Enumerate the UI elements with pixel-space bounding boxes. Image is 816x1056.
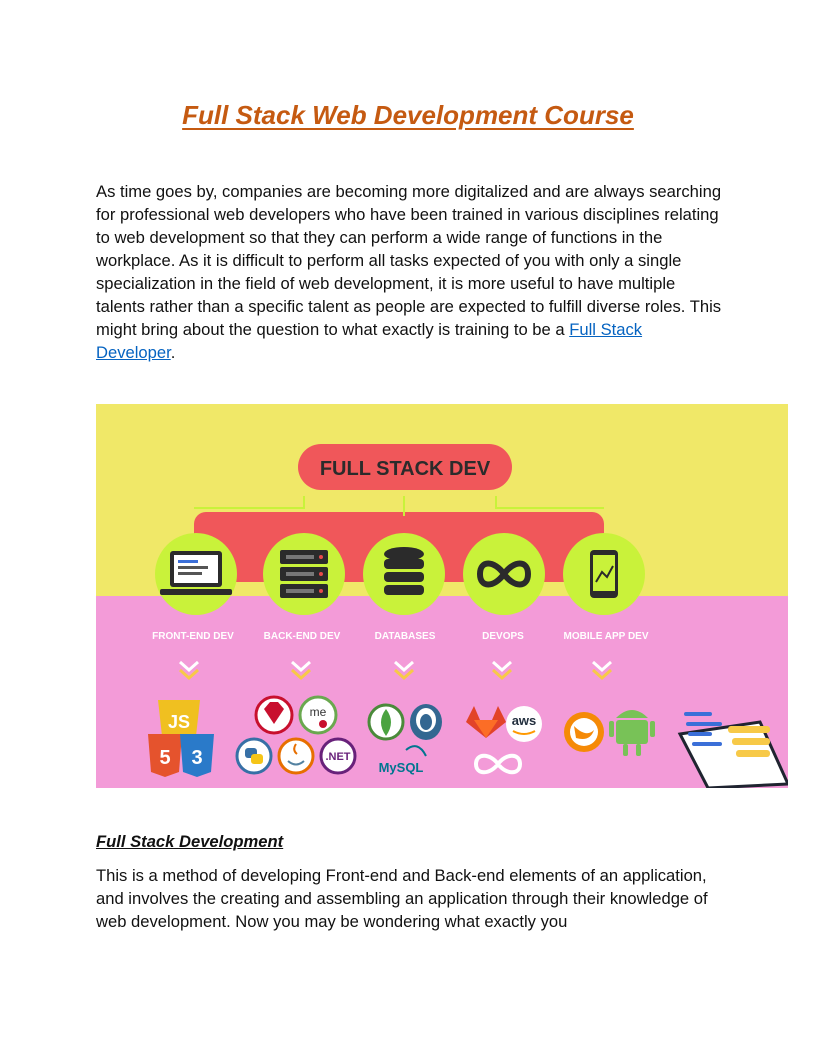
full-stack-infographic (96, 404, 788, 788)
postgresql-logo (410, 704, 442, 740)
category-label-mobile: MOBILE APP DEV (563, 631, 649, 642)
server-icon (280, 550, 328, 598)
devops-circle (463, 533, 545, 615)
databases-circle (363, 533, 445, 615)
smartphone-icon (590, 550, 618, 598)
html5-logo-text: 5 (159, 747, 171, 769)
swift-logo (564, 712, 604, 752)
section-heading: Full Stack Development (96, 832, 284, 851)
html5-logo (148, 734, 182, 777)
mean-logo-text: me (309, 705, 327, 719)
mobile-circle (563, 533, 645, 615)
ruby-logo (256, 697, 292, 733)
intro-text: As time goes by, companies are becoming more digitalized and are always searching for professional web developers who have been trained in various disciplines relating to web development so that they can perform a wide range of functions in the workplace. As it is difficult to perform all tasks expected of you with only a single specialization in the field of web development, it is more useful to have multiple talents rather than a specific talent as people are expected to fulfill diverse roles. This might bring about the question to what exactly is training to be a (96, 182, 722, 339)
mean-logo (300, 697, 336, 733)
css3-logo-text: 3 (191, 747, 203, 769)
css3-logo (180, 734, 214, 777)
java-logo (279, 739, 313, 773)
front-end-circle (155, 533, 237, 615)
section-paragraph: This is a method of developing Front-end and Back-end elements of an application, and involves the creating and assembling an application through their knowledge of web development. Now you may be wondering what exactly you (96, 866, 708, 931)
dotnet-logo (321, 739, 355, 773)
category-label-front-end: FRONT-END DEV (152, 631, 234, 642)
intro-suffix: . (170, 343, 176, 362)
intro-paragraph (96, 180, 726, 364)
aws-logo-text: aws (511, 713, 537, 728)
javascript-logo-text: JS (167, 712, 191, 732)
category-label-devops: DEVOPS (482, 631, 524, 642)
mysql-logo-text: MySQL (378, 760, 424, 775)
back-end-circle (263, 533, 345, 615)
python-logo (237, 739, 271, 773)
page-title: Full Stack Web Development Course (182, 100, 634, 130)
banner-text: FULL STACK DEV (319, 458, 491, 480)
category-label-databases: DATABASES (374, 631, 436, 642)
dotnet-logo-text: .NET (325, 751, 351, 763)
aws-logo (506, 706, 542, 742)
full-stack-developer-link[interactable]: Full Stack Developer (96, 320, 643, 362)
mongodb-logo (369, 705, 403, 739)
category-label-back-end: BACK-END DEV (263, 631, 341, 642)
